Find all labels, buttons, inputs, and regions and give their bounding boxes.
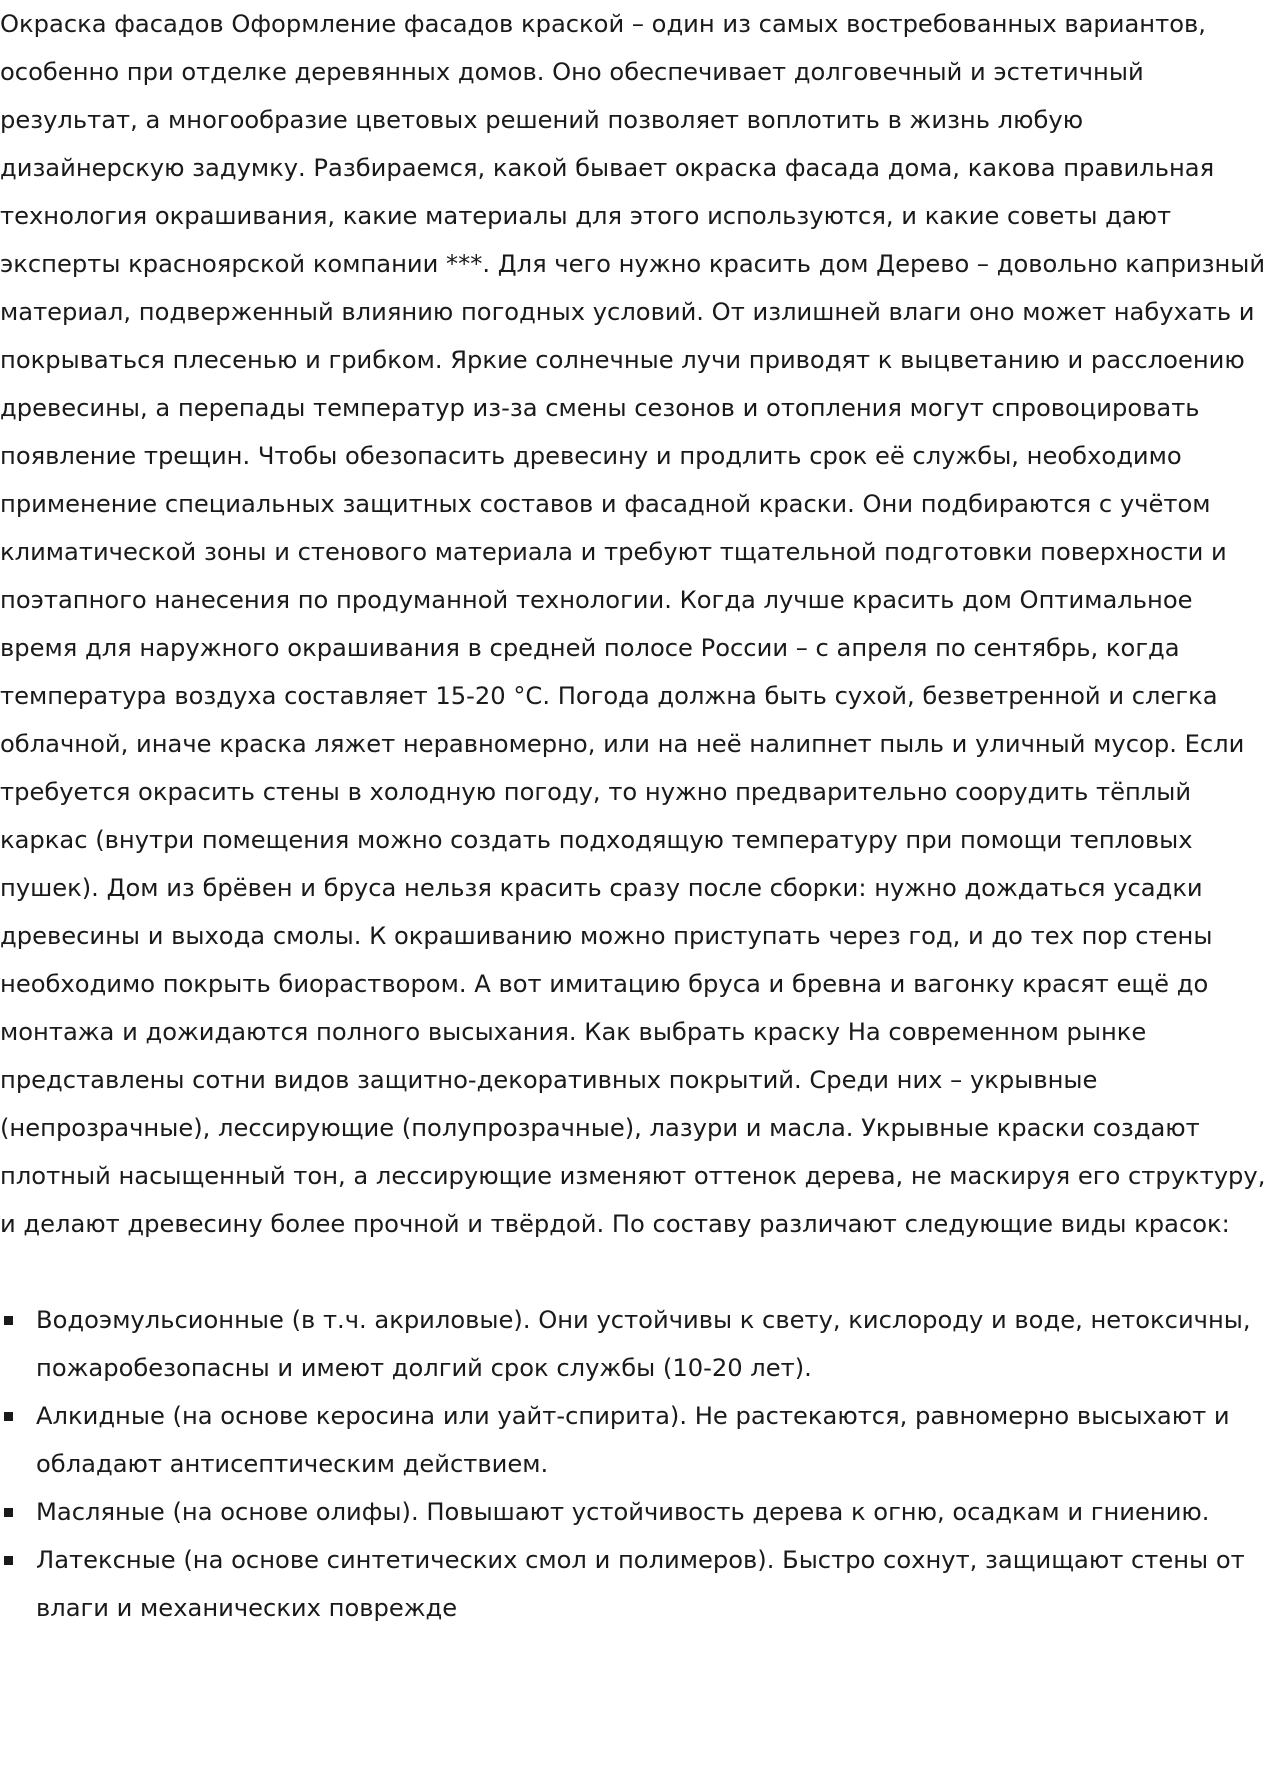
square-bullet-icon [4,1508,13,1517]
square-bullet-icon [4,1412,13,1421]
list-item-text: Алкидные (на основе керосина или уайт-спирита). Не растекаются, равномерно высыхают и обладают антисептическим действием. [36,1402,1230,1478]
list-item-text: Водоэмульсионные (в т.ч. акриловые). Они устойчивы к свету, кислороду и воде, нетоксичны, пожаробезопасны и имеют долгий срок службы (10-20 лет). [36,1306,1251,1382]
list-item-text: Масляные (на основе олифы). Повышают устойчивость дерева к огню, осадкам и гниению. [36,1498,1210,1526]
list-item [0,1392,1268,1488]
list-item-text: Латексные (на основе синтетических смол и полимеров). Быстро сохнут, защищают стены от влаги и механических поврежде [36,1546,1245,1622]
paint-types-list [0,1296,1268,1632]
list-item [0,1296,1268,1392]
list-item [0,1536,1268,1632]
list-item [0,1488,1268,1536]
square-bullet-icon [4,1556,13,1565]
article-paragraph: Окраска фасадов Оформление фасадов краской – один из самых востребованных вариантов, особенно при отделке деревянных домов. Оно обеспечивает долговечный и эстетичный результат, а многообразие цветовых решений позволяет воплотить в жизнь любую дизайнерскую задумку. Разбираемся, какой бывает окраска фасада дома, какова правильная технология окрашивания, какие материалы для этого используются, и какие советы дают эксперты красноярской компании ***. Для чего нужно красить дом Дерево – довольно капризный материал, подверженный влиянию погодных условий. От излишней влаги оно может набухать и покрываться плесенью и грибком. Яркие солнечные лучи приводят к выцветанию и расслоению древесины, а перепады температур из-за смены сезонов и отопления могут спровоцировать появление трещин. Чтобы обезопасить древесину и продлить срок её службы, необходимо применение специальных защитных составов и фасадной краски. Они подбираются с учётом климатической зоны и стенового материала и требуют тщательной подготовки поверхности и поэтапного нанесения по продуманной технологии. Когда лучше красить дом Оптимальное время для наружного окрашивания в средней полосе России – с апреля по сентябрь, когда температура воздуха составляет 15-20 °C. Погода должна быть сухой, безветренной и слегка облачной, иначе краска ляжет неравномерно, или на неё налипнет пыль и уличный мусор. Если требуется окрасить стены в холодную погоду, то нужно предварительно соорудить тёплый каркас (внутри помещения можно создать подходящую температуру при помощи тепловых пушек). Дом из брёвен и бруса нельзя красить сразу после сборки: нужно дождаться усадки древесины и выхода смолы. К окрашиванию можно приступать через год, и до тех пор стены необходимо покрыть биораствором. А вот имитацию бруса и бревна и вагонку красят ещё до монтажа и дожидаются полного высыхания. Как выбрать краску На современном рынке представлены сотни видов защитно-декоративных покрытий. Среди них – укрывные (непрозрачные), лессирующие (полупрозрачные), лазури и масла. Укрывные краски создают плотный насыщенный тон, а лессирующие изменяют оттенок дерева, не маскируя его структуру, и делают древесину более прочной и твёрдой. По составу различают следующие виды красок: [0,10,1266,1238]
square-bullet-icon [4,1316,13,1325]
